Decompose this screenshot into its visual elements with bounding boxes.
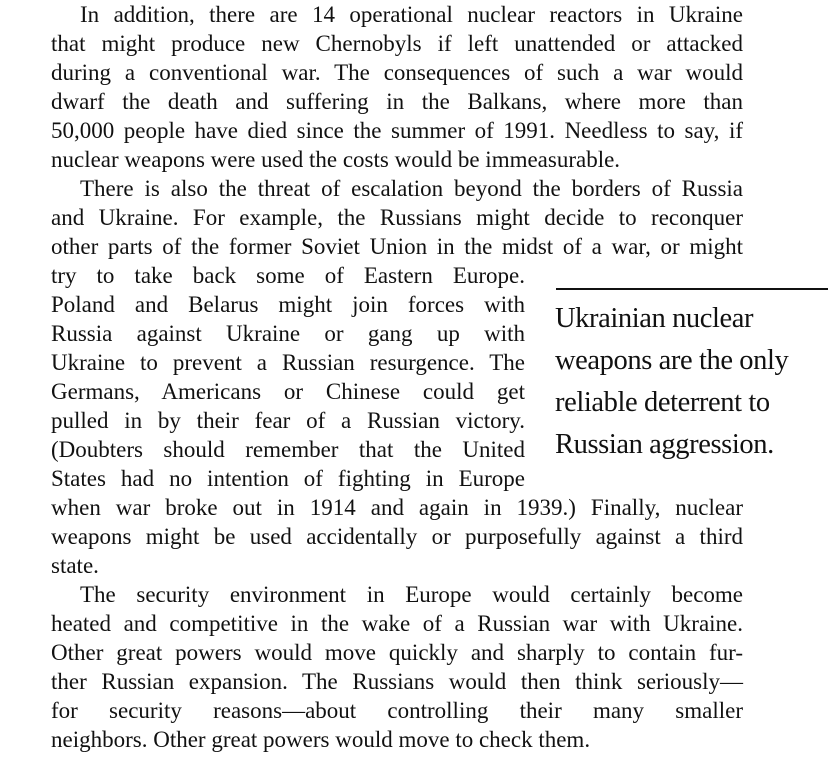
article-line: ther Russian expansion. The Russians would then think seriously—: [51, 669, 743, 694]
article-line: during a conventional war. The consequences of such a war would: [51, 60, 743, 85]
article-line: In addition, there are 14 operational nuclear reactors in Ukraine: [80, 2, 743, 27]
article-line: Germans, Americans or Chinese could get: [51, 379, 525, 404]
article-line: and Ukraine. For example, the Russians might decide to reconquer: [51, 205, 743, 230]
article-line: Other great powers would move quickly and sharply to contain fur-: [51, 640, 743, 665]
article-line: (Doubters should remember that the United: [51, 437, 525, 462]
article-line: other parts of the former Soviet Union in the midst of a war, or might: [51, 234, 743, 259]
article-line: when war broke out in 1914 and again in 1939.) Finally, nuclear: [51, 495, 743, 520]
article-line: Russia against Ukraine or gang up with: [51, 321, 525, 346]
article-line: Ukraine to prevent a Russian resurgence. The: [51, 350, 525, 375]
article-line: state.: [51, 553, 99, 578]
article-line: There is also the threat of escalation beyond the borders of Russia: [80, 176, 743, 201]
article-line: try to take back some of Eastern Europe.: [51, 263, 525, 288]
article-line: States had no intention of fighting in Europe: [51, 466, 525, 491]
pull-quote-line: weapons are the only: [555, 345, 789, 376]
article-line: pulled in by their fear of a Russian victory.: [51, 408, 525, 433]
article-line: heated and competitive in the wake of a Russian war with Ukraine.: [51, 611, 743, 636]
article-line: neighbors. Other great powers would move to check them.: [51, 727, 591, 752]
article-line: for security reasons—about controlling their many smaller: [51, 698, 743, 723]
pull-quote-line: Russian aggression.: [555, 429, 774, 460]
article-line: 50,000 people have died since the summer of 1991. Needless to say, if: [51, 118, 743, 143]
article-line: dwarf the death and suffering in the Balkans, where more than: [51, 89, 743, 114]
article-line: that might produce new Chernobyls if left unattended or attacked: [51, 31, 743, 56]
article-line: The security environment in Europe would certainly become: [80, 582, 743, 607]
article-line: Poland and Belarus might join forces with: [51, 292, 525, 317]
pull-quote-rule: [556, 288, 828, 290]
pull-quote-line: reliable deterrent to: [555, 387, 770, 418]
pull-quote-line: Ukrainian nuclear: [555, 303, 754, 334]
article-line: weapons might be used accidentally or purposefully against a third: [51, 524, 743, 549]
article-line: nuclear weapons were used the costs would be immeasurable.: [51, 147, 621, 172]
